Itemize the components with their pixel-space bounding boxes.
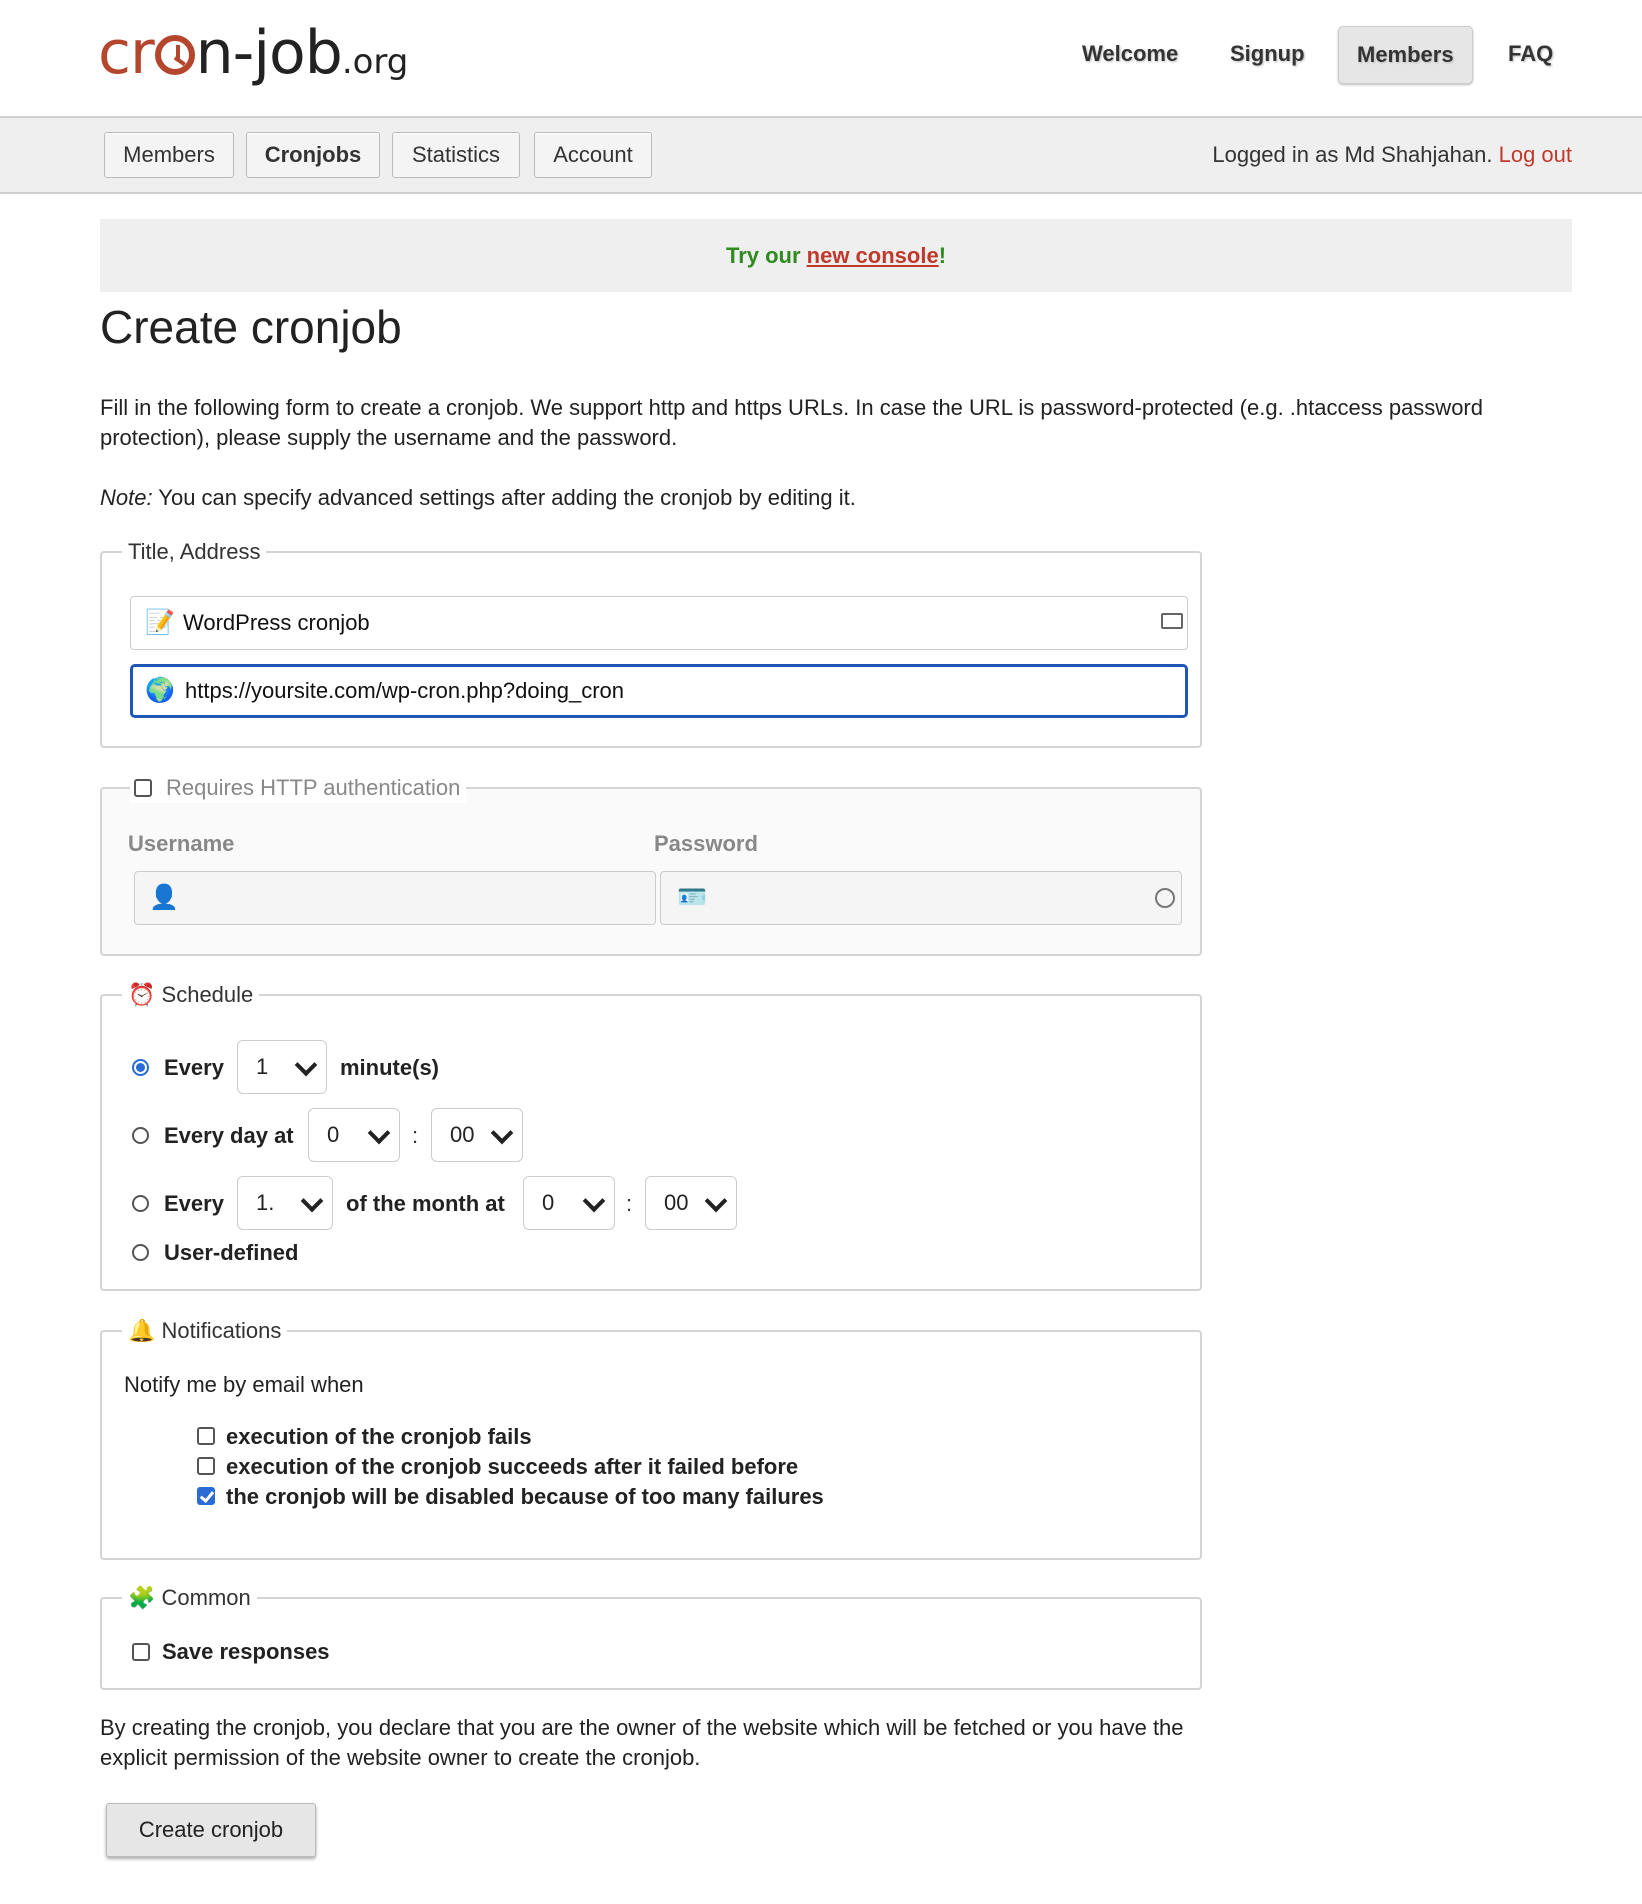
note-text <box>100 483 856 513</box>
title-value: WordPress cronjob <box>183 610 370 635</box>
radio-every-month[interactable] <box>132 1195 149 1212</box>
notify-intro: Notify me by email when <box>124 1372 364 1397</box>
nav-faq[interactable]: FAQ <box>1508 41 1554 66</box>
every-label: Every <box>164 1055 224 1080</box>
schedule-fieldset <box>100 982 1202 1291</box>
minutes-select[interactable] <box>237 1040 327 1094</box>
every-day-label: Every day at <box>164 1123 294 1148</box>
radio-user-defined[interactable] <box>132 1244 149 1261</box>
password-input[interactable] <box>660 871 1182 925</box>
user-icon: 👤 <box>149 884 179 911</box>
tab-cronjobs[interactable]: Cronjobs <box>246 132 380 178</box>
schedule-legend <box>122 980 259 1010</box>
save-responses-label: Save responses <box>162 1639 330 1664</box>
page-title: Create cronjob <box>100 301 402 353</box>
create-cronjob-button[interactable]: Create cronjob <box>106 1803 316 1857</box>
notify-disabled-label: the cronjob will be disabled because of too many failures <box>226 1484 824 1509</box>
auth-fieldset <box>100 775 1202 956</box>
chevron-down-icon <box>705 1190 728 1213</box>
logo-text-job: n-job <box>195 18 342 88</box>
day-minute-value: 00 <box>450 1122 475 1147</box>
title-address-fieldset <box>100 539 1202 748</box>
clock-icon <box>155 35 195 75</box>
checkbox-notify-recover[interactable] <box>197 1457 215 1475</box>
username-input[interactable] <box>134 871 656 925</box>
month-day-value: 1. <box>256 1190 275 1215</box>
sub-navigation <box>0 118 1642 194</box>
user-defined-label: User-defined <box>164 1240 299 1265</box>
colon: : <box>412 1123 419 1148</box>
intro-text: Fill in the following form to create a cronjob. We support http and https URLs. In case the URL is password-protected (e.g. .htaccess password protection), please supply the username and the password. <box>100 395 1483 450</box>
checkbox-notify-disabled[interactable] <box>197 1487 215 1505</box>
banner-text: Try our <box>725 243 807 268</box>
logged-in-text: Logged in as Md Shahjahan. <box>1212 142 1493 167</box>
note-label: Note: <box>100 485 153 510</box>
title-input[interactable] <box>130 596 1188 650</box>
notifications-legend-text: Notifications <box>161 1318 282 1343</box>
day-hour-select[interactable] <box>308 1108 400 1162</box>
new-console-link[interactable]: new console <box>806 243 939 268</box>
month-hour-value: 0 <box>542 1190 555 1215</box>
chevron-down-icon <box>301 1190 324 1213</box>
password-label: Password <box>654 831 758 856</box>
url-input[interactable] <box>130 664 1188 718</box>
notify-recover-label: execution of the cronjob succeeds after it failed before <box>226 1454 799 1479</box>
key-icon[interactable] <box>1155 888 1175 908</box>
site-logo[interactable] <box>98 18 408 88</box>
login-info <box>1212 142 1572 168</box>
logo-text-org: .org <box>341 42 409 82</box>
logout-link[interactable]: Log out <box>1498 142 1572 167</box>
radio-every-minutes[interactable] <box>132 1059 149 1076</box>
notepad-icon: 📝 <box>145 609 175 636</box>
common-legend <box>122 1583 257 1613</box>
username-label: Username <box>128 831 235 856</box>
checkbox-save-responses[interactable] <box>132 1643 150 1661</box>
globe-icon: 🌍 <box>145 677 175 704</box>
common-legend-text: Common <box>161 1585 251 1610</box>
month-day-select[interactable] <box>237 1176 333 1230</box>
alarm-clock-icon: ⏰ <box>128 982 156 1007</box>
chevron-down-icon <box>368 1122 391 1145</box>
minutes-suffix: minute(s) <box>340 1055 439 1080</box>
month-mid-label: of the month at <box>346 1191 505 1216</box>
common-fieldset <box>100 1585 1202 1690</box>
month-minute-value: 00 <box>664 1190 689 1215</box>
contact-card-icon[interactable] <box>1161 613 1183 629</box>
password-card-icon: 🪪 <box>677 884 707 911</box>
tab-statistics[interactable]: Statistics <box>392 132 520 178</box>
month-hour-select[interactable] <box>523 1176 615 1230</box>
every-month-label: Every <box>164 1191 224 1216</box>
notifications-legend <box>122 1316 287 1346</box>
auth-legend-text: Requires HTTP authentication <box>166 775 461 800</box>
nav-signup[interactable]: Signup <box>1230 41 1305 66</box>
nav-welcome[interactable]: Welcome <box>1082 41 1179 66</box>
minutes-value: 1 <box>256 1054 269 1079</box>
auth-legend <box>130 773 466 803</box>
nav-members[interactable]: Members <box>1338 26 1473 84</box>
tab-account[interactable]: Account <box>534 132 652 178</box>
shapes-icon: 🧩 <box>128 1585 156 1610</box>
notifications-fieldset <box>100 1318 1202 1560</box>
notify-fail-label: execution of the cronjob fails <box>226 1424 532 1449</box>
banner-exclaim: ! <box>938 243 947 268</box>
declaration-text: By creating the cronjob, you declare that you are the owner of the website which will be fetched or you have the explicit permission of the website owner to create the cronjob. <box>100 1715 1184 1770</box>
note-body: You can specify advanced settings after adding the cronjob by editing it. <box>152 485 856 510</box>
colon: : <box>626 1191 633 1216</box>
top-header <box>0 0 1642 118</box>
auth-checkbox[interactable] <box>134 779 152 797</box>
tab-members[interactable]: Members <box>104 132 234 178</box>
month-minute-select[interactable] <box>645 1176 737 1230</box>
schedule-legend-text: Schedule <box>161 982 254 1007</box>
title-address-legend: Title, Address <box>122 537 266 567</box>
radio-every-day[interactable] <box>132 1127 149 1144</box>
logo-text-cr: cr <box>98 18 154 88</box>
chevron-down-icon <box>583 1190 606 1213</box>
day-minute-select[interactable] <box>431 1108 523 1162</box>
bell-icon: 🔔 <box>128 1318 156 1343</box>
checkbox-notify-fail[interactable] <box>197 1427 215 1445</box>
chevron-down-icon <box>295 1054 318 1077</box>
url-value: https://yoursite.com/wp-cron.php?doing_cron <box>185 678 625 703</box>
day-hour-value: 0 <box>327 1122 340 1147</box>
console-banner <box>100 219 1572 292</box>
chevron-down-icon <box>491 1122 514 1145</box>
